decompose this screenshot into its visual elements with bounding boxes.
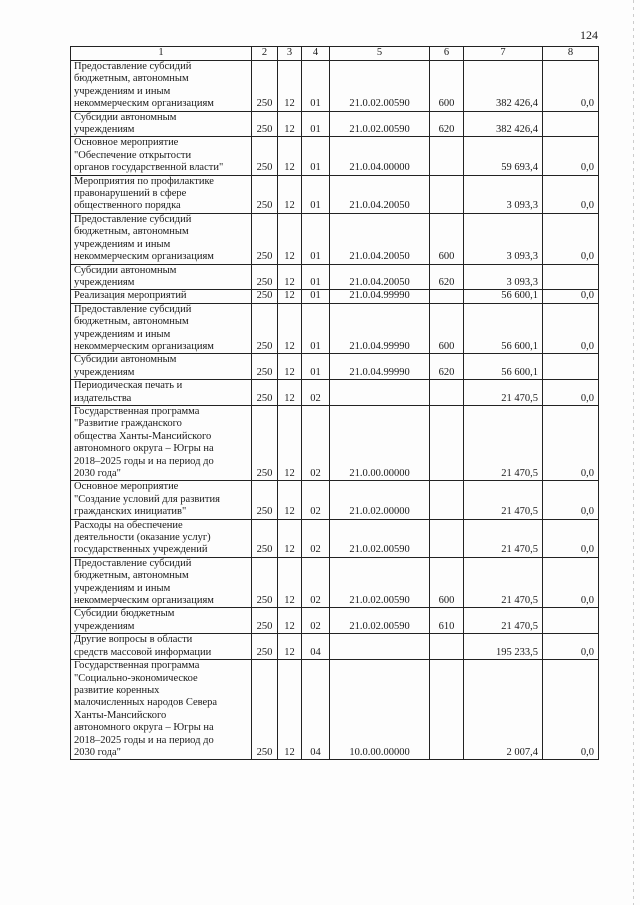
- table-row: [71, 303, 599, 354]
- cell-target-article: 21.0.04.00000: [330, 137, 430, 175]
- cell-ministry-code: 250: [252, 354, 278, 380]
- cell-ministry-code: 250: [252, 137, 278, 175]
- cell-target-article: 21.0.04.20050: [330, 264, 430, 290]
- cell-name: Субсидии автономным учреждениям: [71, 111, 252, 137]
- cell-name: Расходы на обеспечение деятельности (оказание услуг) государственных учреждений: [71, 519, 252, 557]
- cell-expense-type: [430, 481, 464, 519]
- cell-expense-type: 610: [430, 608, 464, 634]
- cell-target-article: 10.0.00.00000: [330, 660, 430, 760]
- cell-section: 12: [278, 303, 302, 354]
- cell-name: Предоставление субсидий бюджетным, автономным учреждениям и иным некоммерческим организациям: [71, 61, 252, 112]
- cell-subsection: 01: [302, 111, 330, 137]
- table-row: [71, 175, 599, 213]
- cell-amount-2: 0,0: [543, 213, 599, 264]
- table-row: [71, 519, 599, 557]
- cell-amount-2: 0,0: [543, 557, 599, 608]
- cell-section: 12: [278, 111, 302, 137]
- cell-section: 12: [278, 608, 302, 634]
- cell-section: 12: [278, 557, 302, 608]
- cell-ministry-code: 250: [252, 557, 278, 608]
- cell-name: Предоставление субсидий бюджетным, автономным учреждениям и иным некоммерческим организациям: [71, 303, 252, 354]
- cell-amount-2: 0,0: [543, 290, 599, 303]
- cell-subsection: 02: [302, 481, 330, 519]
- cell-target-article: 21.0.02.00590: [330, 608, 430, 634]
- cell-name: Другие вопросы в области средств массовой информации: [71, 634, 252, 660]
- cell-ministry-code: 250: [252, 660, 278, 760]
- cell-amount: 21 470,5: [464, 481, 543, 519]
- cell-subsection: 01: [302, 290, 330, 303]
- cell-ministry-code: 250: [252, 111, 278, 137]
- header-row: [71, 47, 599, 61]
- cell-amount-2: 0,0: [543, 405, 599, 480]
- cell-section: 12: [278, 137, 302, 175]
- cell-ministry-code: 250: [252, 303, 278, 354]
- cell-expense-type: 620: [430, 264, 464, 290]
- table-row: [71, 213, 599, 264]
- cell-section: 12: [278, 405, 302, 480]
- cell-expense-type: [430, 380, 464, 406]
- cell-section: 12: [278, 175, 302, 213]
- cell-section: 12: [278, 213, 302, 264]
- cell-amount: 3 093,3: [464, 213, 543, 264]
- cell-name: Субсидии бюджетным учреждениям: [71, 608, 252, 634]
- table-row: [71, 290, 599, 303]
- cell-amount: 59 693,4: [464, 137, 543, 175]
- cell-subsection: 02: [302, 380, 330, 406]
- cell-section: 12: [278, 290, 302, 303]
- cell-name: Предоставление субсидий бюджетным, автономным учреждениям и иным некоммерческим организациям: [71, 213, 252, 264]
- cell-expense-type: 600: [430, 557, 464, 608]
- cell-target-article: 21.0.00.00000: [330, 405, 430, 480]
- cell-amount: 56 600,1: [464, 290, 543, 303]
- cell-ministry-code: 250: [252, 519, 278, 557]
- cell-ministry-code: 250: [252, 264, 278, 290]
- cell-amount-2: 0,0: [543, 519, 599, 557]
- cell-expense-type: 600: [430, 303, 464, 354]
- table-row: [71, 608, 599, 634]
- cell-target-article: 21.0.04.20050: [330, 175, 430, 213]
- cell-amount: 21 470,5: [464, 557, 543, 608]
- cell-name: Предоставление субсидий бюджетным, автономным учреждениям и иным некоммерческим организациям: [71, 557, 252, 608]
- cell-ministry-code: 250: [252, 290, 278, 303]
- cell-name: Периодическая печать и издательства: [71, 380, 252, 406]
- cell-amount-2: 0,0: [543, 303, 599, 354]
- header-col-2: 2: [252, 47, 278, 61]
- cell-name: Реализация мероприятий: [71, 290, 252, 303]
- cell-expense-type: [430, 405, 464, 480]
- cell-amount-2: [543, 608, 599, 634]
- cell-amount: 21 470,5: [464, 608, 543, 634]
- cell-expense-type: [430, 175, 464, 213]
- table-body: [71, 61, 599, 760]
- cell-target-article: 21.0.04.99990: [330, 303, 430, 354]
- cell-amount-2: [543, 264, 599, 290]
- table-row: [71, 660, 599, 760]
- cell-target-article: 21.0.02.00590: [330, 61, 430, 112]
- cell-name: Государственная программа "Социально-экономическое развитие коренных малочисленных народов Севера Ханты-Мансийского автономного округа – Югры на 2018–2025 годы и на период до 2030 года": [71, 660, 252, 760]
- cell-expense-type: [430, 660, 464, 760]
- cell-target-article: 21.0.04.99990: [330, 354, 430, 380]
- cell-expense-type: 600: [430, 61, 464, 112]
- cell-section: 12: [278, 380, 302, 406]
- cell-amount-2: 0,0: [543, 634, 599, 660]
- cell-amount: 56 600,1: [464, 354, 543, 380]
- cell-target-article: 21.0.04.99990: [330, 290, 430, 303]
- cell-subsection: 01: [302, 213, 330, 264]
- cell-amount-2: [543, 354, 599, 380]
- cell-target-article: 21.0.04.20050: [330, 213, 430, 264]
- cell-amount-2: [543, 111, 599, 137]
- table-row: [71, 634, 599, 660]
- cell-section: 12: [278, 354, 302, 380]
- cell-subsection: 01: [302, 303, 330, 354]
- cell-subsection: 01: [302, 137, 330, 175]
- cell-subsection: 02: [302, 557, 330, 608]
- table-row: [71, 380, 599, 406]
- table-row: [71, 354, 599, 380]
- cell-ministry-code: 250: [252, 405, 278, 480]
- table-row: [71, 264, 599, 290]
- cell-section: 12: [278, 660, 302, 760]
- cell-name: Субсидии автономным учреждениям: [71, 354, 252, 380]
- cell-amount: 195 233,5: [464, 634, 543, 660]
- cell-amount: 2 007,4: [464, 660, 543, 760]
- cell-ministry-code: 250: [252, 175, 278, 213]
- cell-amount: 21 470,5: [464, 519, 543, 557]
- cell-amount: 382 426,4: [464, 61, 543, 112]
- cell-ministry-code: 250: [252, 608, 278, 634]
- page-number: 124: [580, 28, 598, 42]
- cell-name: Субсидии автономным учреждениям: [71, 264, 252, 290]
- scan-edge-decoration: [633, 0, 634, 905]
- header-col-4: 4: [302, 47, 330, 61]
- table-row: [71, 61, 599, 112]
- header-col-8: 8: [543, 47, 599, 61]
- header-col-7: 7: [464, 47, 543, 61]
- cell-name: Основное мероприятие "Создание условий для развития гражданских инициатив": [71, 481, 252, 519]
- cell-section: 12: [278, 61, 302, 112]
- cell-amount: 3 093,3: [464, 264, 543, 290]
- cell-expense-type: [430, 137, 464, 175]
- header-col-3: 3: [278, 47, 302, 61]
- cell-name: Мероприятия по профилактике правонарушений в сфере общественного порядка: [71, 175, 252, 213]
- cell-amount: 21 470,5: [464, 380, 543, 406]
- header-col-5: 5: [330, 47, 430, 61]
- cell-amount: 3 093,3: [464, 175, 543, 213]
- cell-section: 12: [278, 634, 302, 660]
- cell-section: 12: [278, 264, 302, 290]
- cell-ministry-code: 250: [252, 213, 278, 264]
- cell-subsection: 01: [302, 354, 330, 380]
- cell-expense-type: 620: [430, 354, 464, 380]
- budget-table: [70, 46, 599, 760]
- cell-ministry-code: 250: [252, 481, 278, 519]
- cell-amount-2: 0,0: [543, 175, 599, 213]
- cell-subsection: 02: [302, 608, 330, 634]
- cell-name: Государственная программа "Развитие гражданского общества Ханты-Мансийского автономного округа – Югры на 2018–2025 годы и на период до 2030 года": [71, 405, 252, 480]
- cell-target-article: 21.0.02.00000: [330, 481, 430, 519]
- cell-amount-2: 0,0: [543, 137, 599, 175]
- header-col-6: 6: [430, 47, 464, 61]
- cell-target-article: 21.0.02.00590: [330, 557, 430, 608]
- cell-amount: 21 470,5: [464, 405, 543, 480]
- cell-subsection: 01: [302, 61, 330, 112]
- header-col-1: 1: [71, 47, 252, 61]
- cell-amount-2: 0,0: [543, 380, 599, 406]
- cell-subsection: 02: [302, 405, 330, 480]
- cell-subsection: 04: [302, 634, 330, 660]
- cell-target-article: 21.0.02.00590: [330, 519, 430, 557]
- cell-target-article: 21.0.02.00590: [330, 111, 430, 137]
- cell-expense-type: [430, 290, 464, 303]
- table-row: [71, 557, 599, 608]
- cell-amount: 382 426,4: [464, 111, 543, 137]
- cell-name: Основное мероприятие "Обеспечение открытости органов государственной власти": [71, 137, 252, 175]
- cell-expense-type: 600: [430, 213, 464, 264]
- cell-target-article: [330, 380, 430, 406]
- table-row: [71, 481, 599, 519]
- cell-section: 12: [278, 481, 302, 519]
- cell-ministry-code: 250: [252, 634, 278, 660]
- cell-amount: 56 600,1: [464, 303, 543, 354]
- cell-expense-type: 620: [430, 111, 464, 137]
- cell-amount-2: 0,0: [543, 481, 599, 519]
- cell-section: 12: [278, 519, 302, 557]
- cell-amount-2: 0,0: [543, 660, 599, 760]
- cell-subsection: 02: [302, 519, 330, 557]
- table-row: [71, 137, 599, 175]
- cell-amount-2: 0,0: [543, 61, 599, 112]
- table-row: [71, 405, 599, 480]
- cell-ministry-code: 250: [252, 61, 278, 112]
- cell-subsection: 01: [302, 175, 330, 213]
- cell-expense-type: [430, 519, 464, 557]
- cell-subsection: 01: [302, 264, 330, 290]
- cell-expense-type: [430, 634, 464, 660]
- cell-ministry-code: 250: [252, 380, 278, 406]
- cell-subsection: 04: [302, 660, 330, 760]
- table-row: [71, 111, 599, 137]
- cell-target-article: [330, 634, 430, 660]
